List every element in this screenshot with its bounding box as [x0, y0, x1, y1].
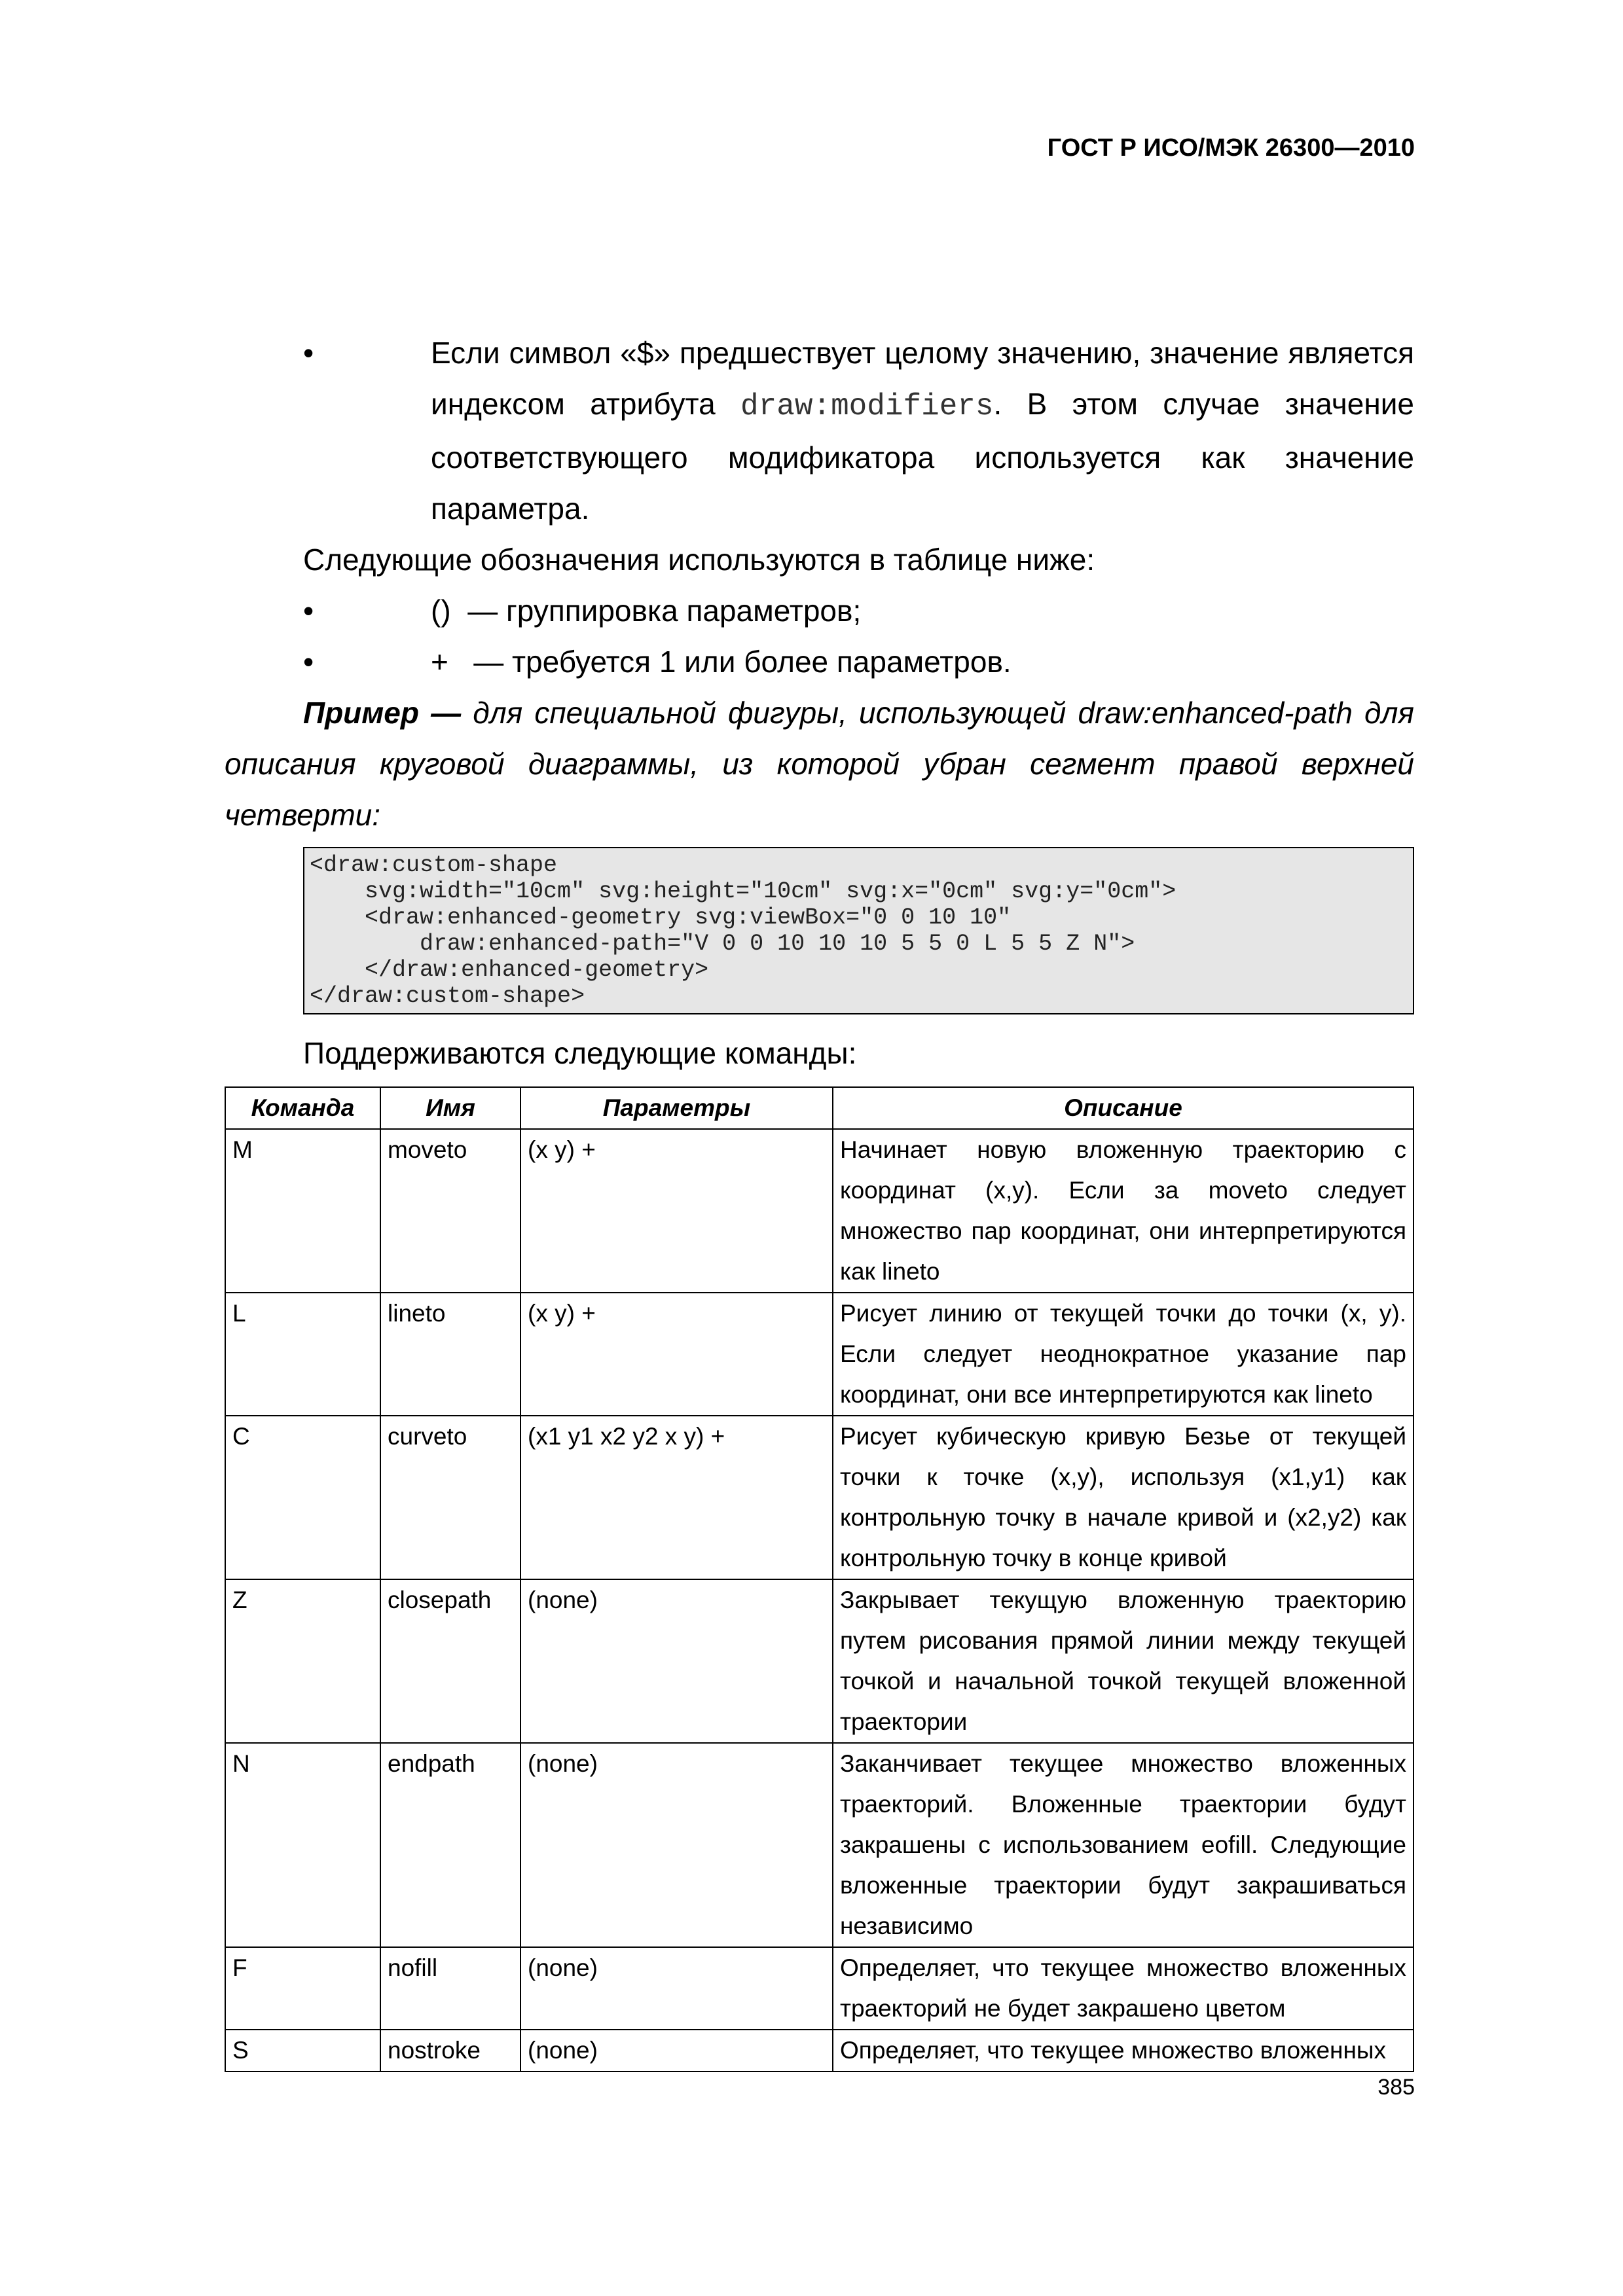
cell-name: nofill: [380, 1947, 520, 2030]
document-header: ГОСТ Р ИСО/МЭК 26300—2010: [1047, 134, 1415, 162]
bullet-dot: •: [303, 645, 314, 679]
cell-description: Закрывает текущую вложенную траекторию путем рисования прямой линии между текущей точкой и начальной точкой текущей вложенной траектории: [833, 1579, 1413, 1743]
code-line: <draw:enhanced-geometry svg:viewBox="0 0 10 10": [310, 905, 1012, 931]
code-block: [303, 847, 1414, 1014]
cell-description: Заканчивает текущее множество вложенных траекторий. Вложенные траектории будут закрашены с использованием eofill. Следующие вложенные траектории будут закрашиваться независимо: [833, 1743, 1413, 1947]
header-params: Параметры: [520, 1087, 833, 1129]
cell-name: closepath: [380, 1579, 520, 1743]
main-content: [225, 327, 1414, 2072]
table-row: [225, 1129, 1413, 1293]
code-line: </draw:custom-shape>: [310, 983, 585, 1009]
bullet-required: [225, 636, 1414, 687]
cell-description: Определяет, что текущее множество вложенных: [833, 2030, 1413, 2072]
cell-command: Z: [225, 1579, 380, 1743]
bullet-text: Если символ «$» предшествует целому значению, значение является индексом атрибута draw:modifiers. В этом случае значение соответствующего модификатора используется как значение параметра.: [431, 336, 1414, 526]
bullet-grouping: [225, 585, 1414, 636]
header-command: Команда: [225, 1087, 380, 1129]
cell-command: M: [225, 1129, 380, 1293]
bullet-text: () — группировка параметров;: [431, 594, 862, 628]
header-description: Описание: [833, 1087, 1413, 1129]
cell-name: lineto: [380, 1293, 520, 1416]
cell-params: (x y) +: [520, 1129, 833, 1293]
code-line: </draw:enhanced-geometry>: [310, 957, 709, 983]
example-paragraph: [225, 687, 1414, 840]
cell-description: Рисует кубическую кривую Безье от текущей точки к точке (x,y), используя (x1,y1) как контрольную точку в начале кривой и (x2,y2) как контрольную точку в конце кривой: [833, 1416, 1413, 1579]
header-name: Имя: [380, 1087, 520, 1129]
table-row: [225, 2030, 1413, 2072]
table-row: [225, 1293, 1413, 1416]
bullet-dollar-index: [225, 327, 1414, 534]
cell-name: curveto: [380, 1416, 520, 1579]
bullet-dot: •: [303, 594, 314, 628]
cell-params: (none): [520, 1743, 833, 1947]
code-line: draw:enhanced-path="V 0 0 10 10 10 5 5 0 L 5 5 Z N">: [310, 931, 1135, 957]
code-line: <draw:custom-shape: [310, 852, 558, 878]
table-row: [225, 1743, 1413, 1947]
commands-table: [225, 1086, 1414, 2072]
cell-command: S: [225, 2030, 380, 2072]
cell-params: (none): [520, 1579, 833, 1743]
cell-params: (x y) +: [520, 1293, 833, 1416]
cell-name: endpath: [380, 1743, 520, 1947]
table-row: [225, 1416, 1413, 1579]
bullet-text: + — требуется 1 или более параметров.: [431, 645, 1012, 679]
cell-params: (none): [520, 2030, 833, 2072]
inline-code: draw:modifiers: [740, 389, 994, 423]
cell-description: Определяет, что текущее множество вложенных траекторий не будет закрашено цветом: [833, 1947, 1413, 2030]
code-line: svg:width="10cm" svg:height="10cm" svg:x="0cm" svg:y="0cm">: [310, 878, 1176, 905]
cell-description: Начинает новую вложенную траекторию с координат (x,y). Если за moveto следует множество пар координат, они интерпретируются как lineto: [833, 1129, 1413, 1293]
table-row: [225, 1579, 1413, 1743]
cell-command: F: [225, 1947, 380, 2030]
cell-command: N: [225, 1743, 380, 1947]
cell-name: moveto: [380, 1129, 520, 1293]
example-text: для специальной фигуры, использующей draw:enhanced-path для описания круговой диаграммы, из которой убран сегмент правой верхней четверти:: [225, 696, 1414, 832]
table-row: [225, 1947, 1413, 2030]
cell-description: Рисует линию от текущей точки до точки (x, y). Если следует неоднократное указание пар координат, они все интерпретируются как lineto: [833, 1293, 1413, 1416]
example-label: Пример —: [303, 696, 462, 730]
cell-command: L: [225, 1293, 380, 1416]
table-header-row: [225, 1087, 1413, 1129]
cell-name: nostroke: [380, 2030, 520, 2072]
commands-intro: Поддерживаются следующие команды:: [303, 1036, 857, 1070]
cell-params: (none): [520, 1947, 833, 2030]
notation-intro: Следующие обозначения используются в таблице ниже:: [303, 543, 1095, 577]
page-number: 385: [1377, 2075, 1415, 2100]
cell-params: (x1 y1 x2 y2 x y) +: [520, 1416, 833, 1579]
bullet-dot: •: [303, 336, 314, 370]
cell-command: C: [225, 1416, 380, 1579]
